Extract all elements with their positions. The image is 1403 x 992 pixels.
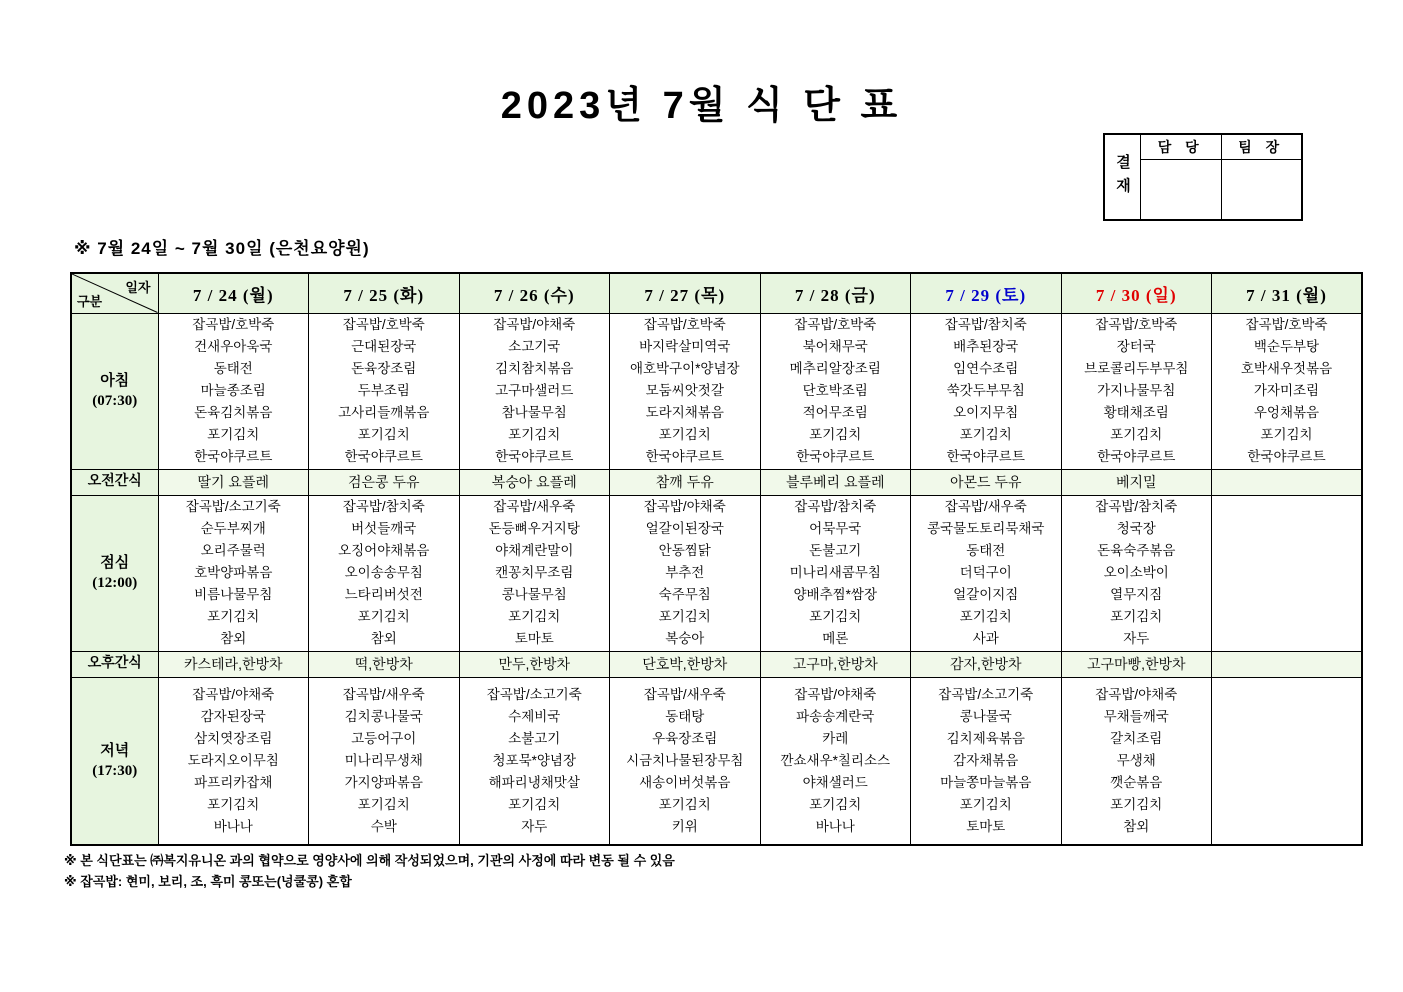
menu-cell-breakfast-day5 (760, 313, 911, 469)
menu-item: 동태전 (966, 543, 1006, 558)
menu-item: 한국야쿠르트 (1097, 449, 1176, 464)
menu-cell-breakfast-day1 (158, 313, 309, 469)
menu-item: 어묵무국 (809, 521, 862, 536)
menu-item: 고사리들깨볶음 (338, 405, 430, 420)
menu-item: 파송송계란국 (796, 708, 875, 724)
menu-item: 한국야쿠르트 (1247, 449, 1326, 464)
menu-item: 포기김치 (959, 796, 1012, 812)
menu-item: 황태채조림 (1103, 405, 1169, 420)
menu-cell-breakfast-day6 (911, 313, 1062, 469)
menu-item: 잡곡밥/참치죽 (794, 499, 877, 514)
snack-cell-afternoon-snack-day3: 만두,한방차 (459, 651, 610, 677)
menu-cell-lunch-day4 (610, 495, 761, 651)
footnotes (64, 850, 675, 892)
menu-item: 두부조림 (357, 383, 410, 398)
approval-manager-sign-cell (1141, 160, 1221, 219)
menu-item: 우육장조림 (652, 730, 718, 746)
menu-item: 카레 (822, 730, 849, 746)
row-morning-snack (71, 469, 1362, 495)
snack-cell-morning-snack-day6: 아몬드 두유 (911, 469, 1062, 495)
menu-item: 소고기국 (508, 339, 561, 354)
menu-item: 잡곡밥/야채죽 (643, 499, 726, 514)
menu-table (70, 272, 1363, 846)
menu-item: 얼갈이지짐 (953, 587, 1019, 602)
menu-item: 잡곡밥/호박죽 (1245, 317, 1328, 332)
menu-item: 포기김치 (508, 609, 561, 624)
corner-cell (71, 273, 158, 313)
menu-item: 감자된장국 (200, 708, 266, 724)
menu-item: 바나나 (815, 818, 855, 834)
menu-item: 돈육장조림 (351, 361, 417, 376)
menu-item: 사과 (972, 631, 999, 646)
menu-item: 한국야쿠르트 (495, 449, 574, 464)
menu-cell-lunch-day1 (158, 495, 309, 651)
menu-item: 가자미조림 (1253, 383, 1320, 398)
approval-column-team-leader (1221, 135, 1302, 219)
menu-cell-dinner-day4 (610, 677, 761, 845)
corner-label-category: 구분 (77, 293, 103, 309)
menu-item: 양배추찜*쌈장 (793, 587, 877, 602)
menu-item: 잡곡밥/참치죽 (342, 499, 425, 514)
menu-item: 잡곡밥/야채죽 (1095, 686, 1178, 702)
menu-item: 포기김치 (809, 609, 862, 624)
menu-item: 포기김치 (357, 796, 410, 812)
menu-item: 포기김치 (658, 427, 711, 442)
menu-cell-breakfast-day3 (459, 313, 610, 469)
row-label-text: 오후간식 (87, 656, 142, 671)
menu-cell-dinner-day1 (158, 677, 309, 845)
menu-item: 포기김치 (658, 796, 711, 812)
day-header-2: 7 / 25 (화) (309, 273, 460, 313)
menu-item: 키위 (671, 818, 698, 834)
menu-cell-dinner-day2 (309, 677, 460, 845)
menu-item: 콩나물무침 (501, 587, 567, 602)
menu-item: 느타리버섯전 (344, 587, 423, 602)
menu-item: 깻순볶음 (1110, 774, 1163, 790)
menu-item: 포기김치 (207, 796, 260, 812)
row-label-time: (17:30) (92, 762, 138, 779)
menu-item: 잡곡밥/야채죽 (192, 686, 275, 702)
menu-item: 더덕구이 (959, 565, 1012, 580)
day-header-row (71, 273, 1362, 313)
menu-item: 메론 (822, 631, 849, 646)
row-dinner (71, 677, 1362, 845)
menu-item: 포기김치 (959, 427, 1012, 442)
menu-cell-dinner-day5 (760, 677, 911, 845)
menu-item: 참외 (1123, 818, 1150, 834)
row-label-dinner (71, 677, 158, 845)
menu-item: 잡곡밥/야채죽 (794, 686, 877, 702)
menu-item: 김치제육볶음 (946, 730, 1025, 746)
menu-cell-breakfast-day7 (1061, 313, 1212, 469)
day-header-7: 7 / 30 (일) (1061, 273, 1212, 313)
menu-item: 잡곡밥/호박죽 (342, 317, 425, 332)
menu-item: 동태탕 (665, 708, 705, 724)
menu-item: 호박새우젓볶음 (1240, 361, 1333, 376)
menu-item: 포기김치 (508, 427, 561, 442)
menu-item: 한국야쿠르트 (194, 449, 273, 464)
menu-item: 임연수조림 (953, 361, 1019, 376)
menu-cell-breakfast-day4 (610, 313, 761, 469)
menu-item: 김치콩나물국 (344, 708, 423, 724)
menu-item: 바나나 (213, 818, 253, 834)
menu-item: 복숭아 (665, 631, 705, 646)
menu-item: 숙주무침 (658, 587, 711, 602)
snack-cell-afternoon-snack-day7: 고구마빵,한방차 (1061, 651, 1212, 677)
menu-item: 야채계란말이 (495, 543, 574, 558)
menu-item: 적어무조림 (802, 405, 868, 420)
menu-cell-lunch-day7 (1061, 495, 1212, 651)
menu-item: 청국장 (1116, 521, 1156, 536)
day-header-3: 7 / 26 (수) (459, 273, 610, 313)
menu-item: 동태전 (213, 361, 253, 376)
menu-item: 포기김치 (207, 609, 260, 624)
menu-item: 쑥갓두부무침 (946, 383, 1025, 398)
menu-item: 애호박구이*양념장 (629, 361, 740, 376)
menu-item: 포기김치 (508, 796, 561, 812)
approval-box (1103, 133, 1303, 221)
menu-item: 포기김치 (1110, 427, 1163, 442)
menu-item: 새송이버섯볶음 (639, 774, 731, 790)
menu-item: 도라지채볶음 (645, 405, 724, 420)
snack-cell-morning-snack-day1: 딸기 요플레 (158, 469, 309, 495)
menu-item: 도라지오이무침 (187, 752, 279, 768)
footnote-line-2: ※ 잡곡밥: 현미, 보리, 조, 흑미 콩또는(넝쿨콩) 혼합 (64, 874, 352, 889)
menu-item: 깐쇼새우*칠리소스 (780, 752, 891, 768)
menu-item: 청포묵*양념장 (492, 752, 576, 768)
menu-item: 잡곡밥/새우죽 (643, 686, 726, 702)
approval-columns (1141, 135, 1301, 219)
menu-cell-dinner-day3 (459, 677, 610, 845)
menu-item: 오이송송무침 (344, 565, 423, 580)
row-label-time: (07:30) (92, 393, 138, 409)
row-label-lunch (71, 495, 158, 651)
menu-item: 오이소박이 (1103, 565, 1169, 580)
menu-item: 잡곡밥/호박죽 (192, 317, 275, 332)
menu-item: 미나리무생채 (344, 752, 423, 768)
menu-item: 잡곡밥/야채죽 (493, 317, 576, 332)
menu-cell-lunch-day3 (459, 495, 610, 651)
menu-item: 마늘종조림 (200, 383, 266, 398)
menu-item: 포기김치 (1110, 609, 1163, 624)
menu-item: 잡곡밥/새우죽 (342, 686, 425, 702)
day-header-6: 7 / 29 (토) (911, 273, 1062, 313)
menu-item: 오이지무침 (953, 405, 1019, 420)
row-afternoon-snack (71, 651, 1362, 677)
menu-item: 돈불고기 (809, 543, 862, 558)
day-header-8: 7 / 31 (월) (1212, 273, 1363, 313)
menu-item: 배추된장국 (953, 339, 1019, 354)
menu-item: 수박 (370, 818, 397, 834)
menu-item: 소불고기 (508, 730, 561, 746)
menu-item: 한국야쿠르트 (946, 449, 1025, 464)
menu-item: 고구마샐러드 (495, 383, 574, 398)
menu-item: 얼갈이된장국 (645, 521, 724, 536)
row-breakfast (71, 313, 1362, 469)
menu-item: 가지나물무침 (1097, 383, 1176, 398)
menu-item: 캔꽁치무조림 (495, 565, 574, 580)
menu-table-body (71, 313, 1362, 845)
menu-item: 장터국 (1116, 339, 1156, 354)
menu-item: 김치참치볶음 (495, 361, 574, 376)
approval-column-manager (1141, 135, 1221, 219)
menu-item: 미나리새콤무침 (789, 565, 881, 580)
menu-item: 백순두부탕 (1253, 339, 1320, 354)
day-header-1: 7 / 24 (월) (158, 273, 309, 313)
menu-item: 마늘쫑마늘볶음 (940, 774, 1032, 790)
menu-item: 순두부찌개 (200, 521, 266, 536)
menu-cell-lunch-day8 (1212, 495, 1363, 651)
menu-item: 감자채볶음 (953, 752, 1019, 768)
snack-cell-morning-snack-day4: 참깨 두유 (610, 469, 761, 495)
snack-cell-afternoon-snack-day5: 고구마,한방차 (760, 651, 911, 677)
menu-item: 포기김치 (809, 796, 862, 812)
menu-item: 해파리냉채맛살 (488, 774, 580, 790)
menu-item: 버섯들깨국 (351, 521, 417, 536)
menu-item: 잡곡밥/소고기죽 (185, 499, 281, 514)
menu-item: 자두 (521, 818, 548, 834)
menu-item: 야채샐러드 (802, 774, 868, 790)
menu-item: 근대된장국 (351, 339, 417, 354)
snack-cell-afternoon-snack-day6: 감자,한방차 (911, 651, 1062, 677)
row-label-text: 점심 (100, 555, 130, 571)
menu-item: 포기김치 (658, 609, 711, 624)
menu-item: 건새우아욱국 (194, 339, 273, 354)
menu-item: 삼치엿장조림 (194, 730, 273, 746)
menu-item: 파프리카잡채 (194, 774, 273, 790)
footnote-line-1: ※ 본 식단표는 ㈜복지유니온 과의 협약으로 영양사에 의해 작성되었으며, 기관의 사정에 따라 변동 될 수 있음 (64, 853, 675, 868)
approval-column-manager-header: 담 당 (1141, 135, 1221, 160)
menu-item: 콩국물도토리묵채국 (927, 521, 1045, 536)
menu-item: 잡곡밥/소고기죽 (486, 686, 582, 702)
menu-item: 잡곡밥/소고기죽 (938, 686, 1034, 702)
snack-cell-morning-snack-day8 (1212, 469, 1363, 495)
week-range-label: ※ 7월 24일 ~ 7월 30일 (은천요양원) (74, 239, 370, 258)
row-label-afternoon-snack (71, 651, 158, 677)
menu-item: 잡곡밥/참치죽 (1095, 499, 1178, 514)
menu-item: 수제비국 (508, 708, 561, 724)
snack-cell-morning-snack-day7: 베지밀 (1061, 469, 1212, 495)
corner-label-date: 일자 (125, 280, 151, 295)
menu-item: 포기김치 (357, 427, 410, 442)
row-label-breakfast (71, 313, 158, 469)
menu-item: 무생채 (1116, 752, 1156, 768)
menu-item: 한국야쿠르트 (645, 449, 724, 464)
menu-item: 참외 (220, 631, 247, 646)
snack-cell-morning-snack-day5: 블루베리 요플레 (760, 469, 911, 495)
menu-item: 호박양파볶음 (194, 565, 273, 580)
day-header-4: 7 / 27 (목) (610, 273, 761, 313)
menu-item: 고등어구이 (351, 730, 417, 746)
menu-item: 포기김치 (207, 427, 260, 442)
menu-item: 잡곡밥/호박죽 (643, 317, 726, 332)
menu-item: 포기김치 (959, 609, 1012, 624)
row-lunch (71, 495, 1362, 651)
menu-item: 콩나물국 (959, 708, 1012, 724)
menu-cell-lunch-day5 (760, 495, 911, 651)
snack-cell-morning-snack-day3: 복숭아 요플레 (459, 469, 610, 495)
snack-cell-morning-snack-day2: 검은콩 두유 (309, 469, 460, 495)
menu-item: 오징어야채볶음 (338, 543, 430, 558)
row-label-text: 저녁 (100, 742, 130, 759)
approval-stamp-label: 결재 (1105, 135, 1141, 219)
approval-team-leader-sign-cell (1222, 160, 1302, 219)
menu-item: 포기김치 (1260, 427, 1313, 442)
menu-item: 돈육숙주볶음 (1097, 543, 1176, 558)
row-label-time: (12:00) (92, 575, 138, 591)
menu-item: 포기김치 (809, 427, 862, 442)
menu-item: 포기김치 (357, 609, 410, 624)
menu-item: 잡곡밥/새우죽 (944, 499, 1027, 514)
menu-item: 토마토 (514, 631, 554, 646)
menu-item: 부추전 (665, 565, 705, 580)
menu-item: 무채들깨국 (1103, 708, 1169, 724)
menu-item: 돈육김치볶음 (194, 405, 273, 420)
menu-cell-breakfast-day8 (1212, 313, 1363, 469)
menu-cell-dinner-day7 (1061, 677, 1212, 845)
row-label-text: 오전간식 (87, 474, 142, 489)
menu-item: 잡곡밥/호박죽 (1095, 317, 1178, 332)
menu-item: 자두 (1123, 631, 1150, 646)
menu-item: 북어채무국 (802, 339, 868, 354)
menu-item: 잡곡밥/호박죽 (794, 317, 877, 332)
menu-item: 토마토 (966, 818, 1006, 834)
menu-cell-dinner-day8 (1212, 677, 1363, 845)
menu-item: 안동찜닭 (658, 543, 711, 558)
menu-item: 참외 (370, 631, 397, 646)
menu-item: 시금치나물된장무침 (626, 752, 744, 768)
menu-item: 바지락살미역국 (639, 339, 731, 354)
menu-item: 비름나물무침 (194, 587, 273, 602)
menu-item: 참나물무침 (501, 405, 567, 420)
menu-item: 가지양파볶음 (344, 774, 423, 790)
menu-item: 포기김치 (1110, 796, 1163, 812)
menu-item: 열무지짐 (1110, 587, 1163, 602)
menu-item: 브로콜리두부무침 (1084, 361, 1189, 376)
snack-cell-afternoon-snack-day4: 단호박,한방차 (610, 651, 761, 677)
row-label-morning-snack (71, 469, 158, 495)
menu-item: 돈등뼈우거지탕 (488, 521, 580, 536)
snack-cell-afternoon-snack-day1: 카스테라,한방차 (158, 651, 309, 677)
snack-cell-afternoon-snack-day8 (1212, 651, 1363, 677)
menu-item: 잡곡밥/새우죽 (493, 499, 576, 514)
menu-item: 메추리알장조림 (789, 361, 881, 376)
menu-item: 갈치조림 (1110, 730, 1163, 746)
menu-cell-lunch-day2 (309, 495, 460, 651)
menu-cell-breakfast-day2 (309, 313, 460, 469)
menu-item: 오리주물럭 (200, 543, 266, 558)
menu-item: 단호박조림 (802, 383, 868, 398)
snack-cell-afternoon-snack-day2: 떡,한방차 (309, 651, 460, 677)
menu-item: 한국야쿠르트 (344, 449, 423, 464)
menu-item: 우엉채볶음 (1253, 405, 1320, 420)
page-title: 2023년 7월 식 단 표 (500, 85, 903, 127)
menu-cell-dinner-day6 (911, 677, 1062, 845)
menu-item: 한국야쿠르트 (796, 449, 875, 464)
day-header-5: 7 / 28 (금) (760, 273, 911, 313)
approval-column-team-leader-header: 팀 장 (1222, 135, 1302, 160)
menu-item: 잡곡밥/참치죽 (944, 317, 1027, 332)
row-label-text: 아침 (100, 373, 130, 389)
menu-cell-lunch-day6 (911, 495, 1062, 651)
menu-item: 모둠씨앗젓갈 (645, 383, 724, 398)
